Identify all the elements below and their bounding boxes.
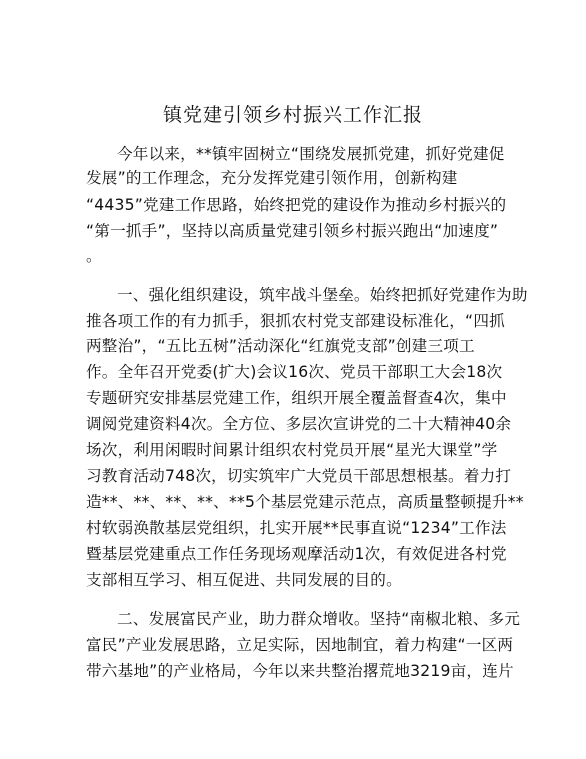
paragraph-line: 推各项工作的有力抓手，狠抓农村党支部建设标准化，“四抓 [86,312,505,330]
paragraph-line: 今年以来，**镇牢固树立“围绕发展抓党建，抓好党建促 [117,145,505,163]
paragraph-line: 暨基层党建重点工作任务现场观摩活动1次，有效促进各村党 [86,545,507,563]
paragraph-line: 场次，利用闲暇时间累计组织农村党员开展“星光大课堂”学 [86,441,498,459]
paragraph-line: 调阅党建资料4次。全方位、多层次宣讲党的二十大精神40余 [86,415,512,433]
paragraph-line: 习教育活动748次，切实筑牢广大党员干部思想根基。着力打 [86,467,512,485]
paragraph-line: 作。全年召开党委(扩大)会议16次、党员干部职工大会18次 [86,363,503,381]
paragraph-line: “第一抓手”，坚持以高质量党建引领乡村振兴跑出“加速度” [86,222,499,240]
paragraph-line: “4435”党建工作思路，始终把党的建设作为推动乡村振兴的 [86,196,507,214]
paragraph-line: 二、发展富民产业，助力群众增收。坚持“南椒北粮、多元 [117,610,521,628]
paragraph-line: 支部相互学习、相互促进、共同发展的目的。 [86,571,402,589]
paragraph-line: 村软弱涣散基层党组织，扎实开展**民事直说“1234”工作法 [86,519,507,537]
paragraph-line: 。 [86,247,102,265]
paragraph-line: 两整治”，“五比五树”活动深化“红旗党支部”创建三项工 [86,337,475,355]
paragraph-line: 造**、**、**、**、**5个基层党建示范点，高质量整顿提升** [86,493,524,511]
paragraph-line: 专题研究安排基层党建工作，组织开展全覆盖督查4次，集中 [86,389,507,407]
paragraph-line: 发展”的工作理念，充分发挥党建引领作用，创新构建 [86,169,458,187]
document-title: 镇党建引领乡村振兴工作汇报 [162,104,423,126]
paragraph-line: 富民”产业发展思路，立足实际，因地制宜，着力构建“一区两 [86,636,514,654]
paragraph-line: 带六基地”的产业格局，今年以来共整治撂荒地3219亩，连片 [86,662,514,680]
paragraph-line: 一、强化组织建设，筑牢战斗堡垒。始终把抓好党建作为助 [117,286,528,304]
